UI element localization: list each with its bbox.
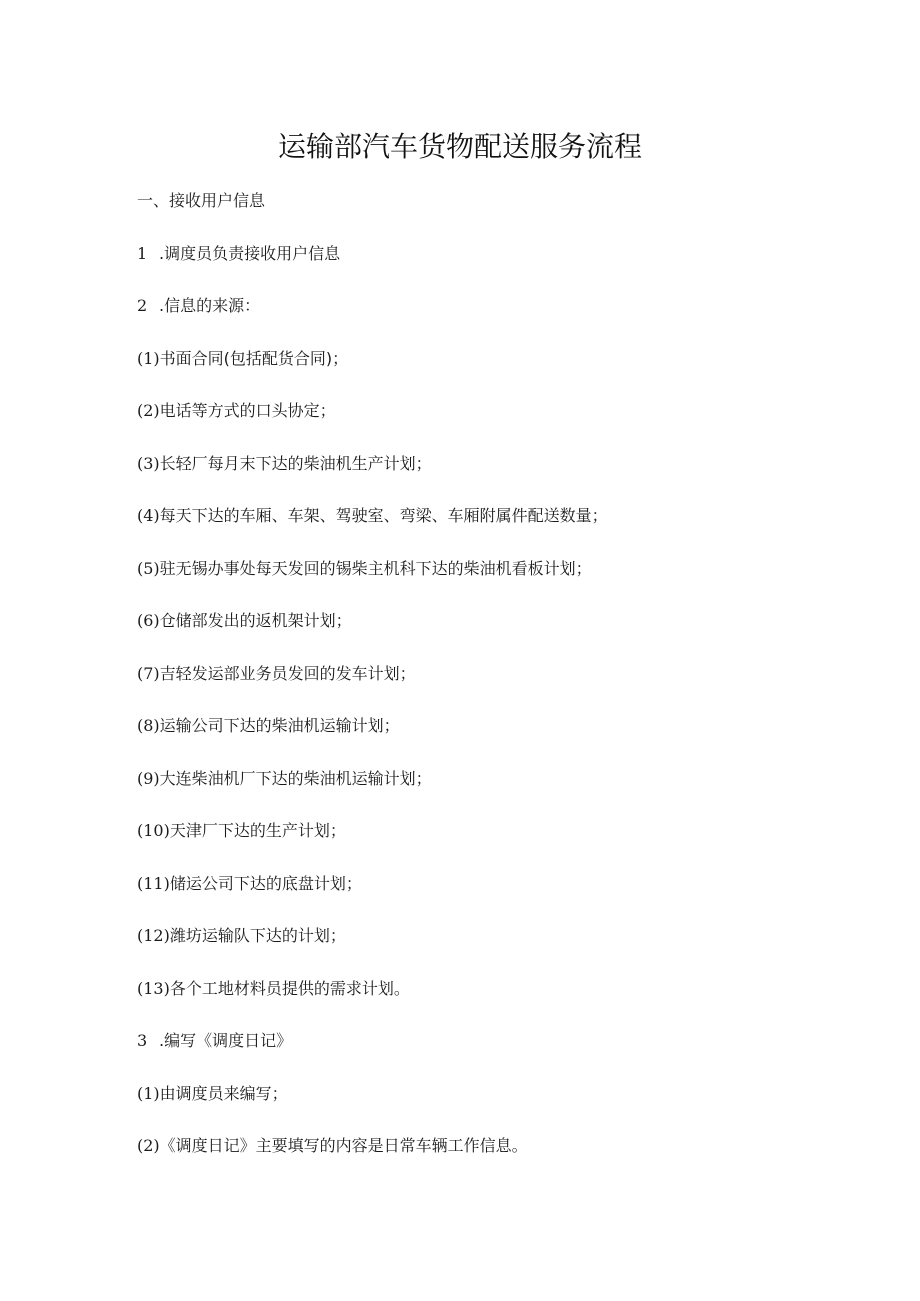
line-text: 一、接收用户信息 [137, 191, 266, 210]
list-item [137, 396, 877, 449]
line-text: 每天下达的车厢、车架、驾驶室、弯梁、车厢附属件配送数量； [159, 506, 608, 525]
line-text: 书面合同(包括配货合同)； [159, 348, 349, 368]
list-item [137, 869, 877, 922]
line-text: .编写《调度日记》 [159, 1031, 293, 1050]
list-item [137, 344, 877, 397]
document-title: 运输部汽车货物配送服务流程 [277, 130, 642, 163]
list-item [137, 501, 877, 554]
line-number: (13) [137, 978, 170, 998]
list-item [137, 554, 877, 607]
line-text: 长轻厂每月末下达的柴油机生产计划； [159, 453, 432, 473]
document-body [137, 186, 877, 1184]
line-text: 天津厂下达的生产计划； [169, 821, 346, 840]
line-number: 1 [137, 243, 148, 263]
section-heading [137, 186, 877, 239]
line-number: (11) [137, 873, 170, 893]
line-number: (7) [137, 663, 160, 683]
line-number: (6) [137, 611, 160, 630]
list-item [137, 606, 877, 659]
line-text: 储运公司下达的底盘计划； [169, 873, 362, 893]
list-item [137, 764, 877, 817]
line-number: 2 [137, 296, 148, 315]
list-item [137, 1079, 877, 1132]
line-number: (5) [137, 558, 160, 578]
line-text: 《调度日记》主要填写的内容是日常车辆工作信息。 [159, 1136, 528, 1155]
line-number: 3 [137, 1031, 148, 1050]
line-text: 由调度员来编写； [159, 1083, 288, 1103]
line-text: .信息的来源： [159, 296, 261, 315]
line-text: 仓储部发出的返机架计划； [159, 611, 352, 630]
numbered-line [137, 1026, 877, 1079]
line-number: (1) [137, 348, 160, 368]
line-text: 潍坊运输队下达的计划； [169, 926, 346, 945]
line-number: (8) [137, 716, 160, 735]
line-text: 运输公司下达的柴油机运输计划； [159, 716, 400, 735]
list-item [137, 816, 877, 869]
line-number: (12) [137, 926, 170, 945]
list-item [137, 1131, 877, 1184]
line-text: 驻无锡办事处每天发回的锡柴主机科下达的柴油机看板计划； [159, 558, 592, 578]
line-text: 电话等方式的口头协定； [159, 401, 336, 420]
line-text: .调度员负责接收用户信息 [159, 243, 341, 263]
numbered-line [137, 239, 877, 292]
line-number: (10) [137, 821, 170, 840]
line-number: (1) [137, 1083, 160, 1103]
line-text: 吉轻发运部业务员发回的发车计划； [159, 663, 416, 683]
list-item [137, 659, 877, 712]
list-item [137, 711, 877, 764]
numbered-line [137, 291, 877, 344]
line-text: 各个工地材料员提供的需求计划。 [169, 978, 410, 998]
line-text: 大连柴油机厂下达的柴油机运输计划； [159, 768, 432, 788]
list-item [137, 449, 877, 502]
line-number: (3) [137, 453, 160, 473]
line-number: (2) [137, 1136, 160, 1155]
line-number: (9) [137, 768, 160, 788]
list-item [137, 974, 877, 1027]
line-number: (2) [137, 401, 160, 420]
line-number: (4) [137, 506, 160, 525]
list-item [137, 921, 877, 974]
